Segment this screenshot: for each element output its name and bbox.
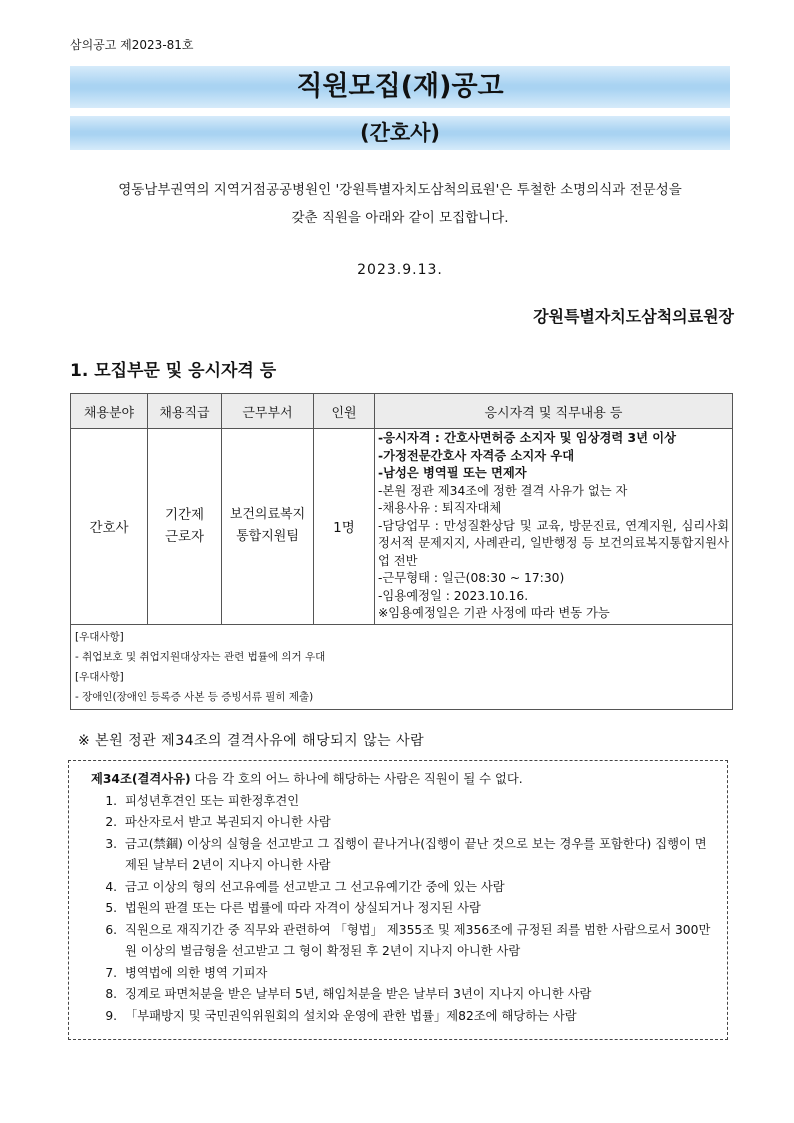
grade-line: 기간제 <box>164 507 205 524</box>
page-subtitle: (간호사) <box>70 116 730 150</box>
list-item: 9. 「부패방지 및 국민권익위원회의 설치와 운영에 관한 법률」제82조에 해당하는 사람 <box>121 1006 715 1028</box>
list-item: 2. 파산자로서 받고 복권되지 아니한 사람 <box>121 812 715 834</box>
article-lead <box>91 769 715 791</box>
table-header: 근무부서 <box>222 394 314 429</box>
list-item: 7. 병역법에 의한 병역 기피자 <box>121 963 715 985</box>
table-row <box>71 429 733 625</box>
organization-name: 강원특별자치도삼척의료원장 <box>533 307 734 326</box>
qualification-line: -가정전문간호사 자격증 소지자 우대 <box>378 448 575 463</box>
headcount-cell: 1명 <box>314 429 375 625</box>
announcement-date: 2023.9.13. <box>357 262 443 278</box>
document-number: 삼의공고 제2023-81호 <box>70 38 194 52</box>
intro-line: 영동남부권역의 지역거점공공병원인 '강원특별자치도삼척의료원'은 투철한 소명의식과 전문성을 <box>118 182 682 198</box>
list-item: 5. 법원의 판결 또는 다른 법률에 따라 자격이 상실되거나 정지된 사람 <box>121 898 715 920</box>
list-item: 3. 금고(禁錮) 이상의 실형을 선고받고 그 집행이 끝나거나(집행이 끝난 것으로 보는 경우를 포함한다) 집행이 면제된 날부터 2년이 지나지 아니한 사람 <box>121 834 715 877</box>
list-item: 4. 금고 이상의 형의 선고유예를 선고받고 그 선고유예기간 중에 있는 사람 <box>121 877 715 899</box>
article-lead-text: 다음 각 호의 어느 하나에 해당하는 사람은 직원이 될 수 없다. <box>190 772 523 786</box>
qualifications-cell <box>375 429 733 625</box>
recruitment-table <box>70 393 733 710</box>
qualification-line: ※임용예정일은 기관 사정에 따라 변동 가능 <box>378 606 610 620</box>
table-header-row <box>71 394 733 429</box>
department-line: 통합지원팀 <box>236 529 299 545</box>
article-34-box <box>68 760 728 1040</box>
qualification-line: -응시자격 : 간호사면허증 소지자 및 임상경력 3년 이상 <box>378 431 677 445</box>
table-header: 채용분야 <box>71 394 148 429</box>
preference-line: [우대사항] <box>75 630 124 643</box>
page-title: 직원모집(재)공고 <box>70 66 730 108</box>
list-item: 1. 피성년후견인 또는 피한정후견인 <box>121 791 715 813</box>
intro-line: 갖춘 직원을 아래와 같이 모집합니다. <box>291 210 509 226</box>
preference-row <box>71 624 733 709</box>
intro-paragraph <box>70 176 730 232</box>
qualification-line: -담당업무 : 만성질환상담 및 교육, 방문진료, 연계지원, 심리사회정서적 문제지지, 사례관리, 일반행정 등 보건의료복지통합지원사업 전반 <box>378 518 729 568</box>
department-line: 보건의료복지 <box>229 507 306 523</box>
table-header: 채용직급 <box>148 394 222 429</box>
preferences-cell <box>71 624 733 709</box>
list-item: 6. 직원으로 재직기간 중 직무와 관련하여 「형법」 제355조 및 제356조에 규정된 죄를 범한 사람으로서 300만원 이상의 벌금형을 선고받고 그 형이 확정된 후 2년이 지나지 아니한 사람 <box>121 920 715 963</box>
department-cell <box>222 429 314 625</box>
grade-line: 근로자 <box>164 529 205 546</box>
article-title: 제34조(결격사유) <box>91 772 191 786</box>
qualification-line: -남성은 병역필 또는 면제자 <box>378 466 527 480</box>
qualification-line: -임용예정일 : 2023.10.16. <box>378 588 529 603</box>
grade-cell <box>148 429 222 625</box>
disqualification-list <box>91 791 715 1028</box>
table-header: 응시자격 및 직무내용 등 <box>375 394 733 429</box>
list-item: 8. 징계로 파면처분을 받은 날부터 5년, 해임처분을 받은 날부터 3년이 지나지 아니한 사람 <box>121 984 715 1006</box>
qualification-line: -근무형태 : 일근(08:30 ~ 17:30) <box>378 571 565 585</box>
preference-line: - 취업보호 및 취업지원대상자는 관련 법률에 의거 우대 <box>75 650 326 663</box>
table-header: 인원 <box>314 394 375 429</box>
qualification-line: -채용사유 : 퇴직자대체 <box>378 501 502 515</box>
qualification-line: -본원 정관 제34조에 정한 결격 사유가 없는 자 <box>378 483 628 498</box>
eligibility-note: ※ 본원 정관 제34조의 결격사유에 해당되지 않는 사람 <box>78 733 425 749</box>
section-heading: 1. 모집부문 및 응시자격 등 <box>70 361 277 381</box>
preference-line: - 장애인(장애인 등록증 사본 등 증빙서류 필히 제출) <box>75 690 314 703</box>
field-cell: 간호사 <box>71 429 148 625</box>
preference-line: [우대사항] <box>75 670 124 683</box>
